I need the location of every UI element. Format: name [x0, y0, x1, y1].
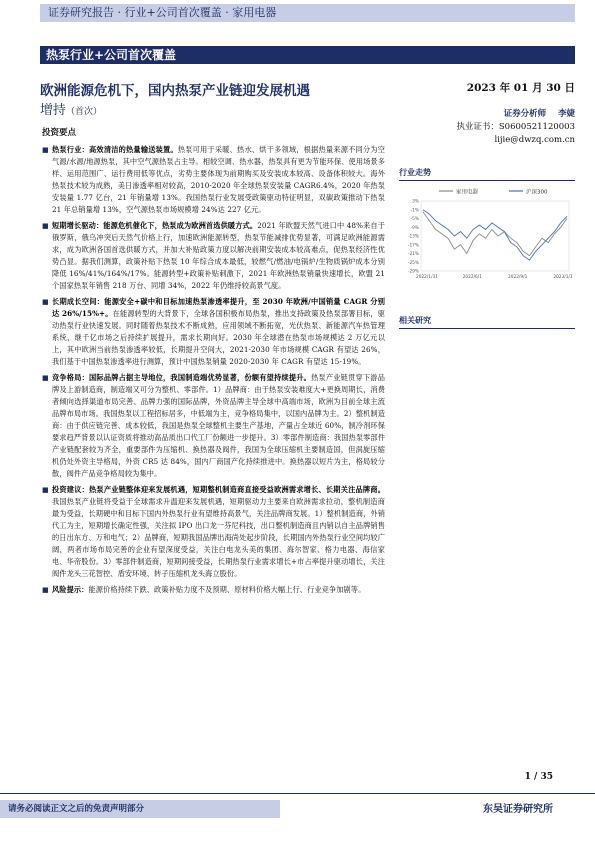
analyst-line: [399, 108, 575, 121]
y-tick-label: -1%: [410, 208, 419, 214]
page-number: 1 / 35: [524, 772, 553, 782]
rating-value: 增持: [40, 103, 67, 118]
y-tick-label: -25%: [407, 260, 419, 266]
point-body: 热泵产业链贯穿下游品牌及上游制造商，制造端又可分为整机、零部件。1）品牌商：由于热泵安装难度大+更换周期长，消费者倾向选择渠道布局完善、品牌力强的国际品牌，外资品牌主导全球中高端市场，欧洲为目前全球主流品牌布局市场。我国热泵以工程招标居多，中低端为主，竞争格局集中，以国内品牌为主。2）整机制造商：由于供应链完善、成本较低，我国是热泵全球整机主要生产基地，产量占全球近 60%，制冷剂环保要求趋严背景以认证资质将推动高品质出口代工厂份额进一步提升。3）零部件制造商：我国热泵零部件产业链配套较为齐全，重要部件为压缩机、换热器及阀件，我国为全球压缩机主要制造国，但涡旋压缩机仍处外资主导格局，外资 CR5 达 84%，国内厂商国产化持续推进中。换热器以短片为主，格局较分散，阀件产品竞争格局较为集中。: [52, 373, 385, 478]
y-tick-label: -9%: [410, 225, 419, 231]
point-lead: 投资建议：热泵产业链整体迎来发展机遇，短期整机制造商直接受益欧洲需求增长、长期关注品牌商。: [52, 485, 385, 494]
point-lead: 热泵行业：高效清洁的热量输送装置。: [52, 145, 178, 154]
series-line: [423, 212, 567, 256]
point-lead: 风险提示：: [52, 585, 89, 594]
rating: [40, 99, 102, 118]
investment-point: [42, 484, 385, 580]
investment-point: [42, 144, 385, 216]
investment-point: [42, 220, 385, 292]
point-lead: 短期增长驱动：能源危机催化下，热泵成为欧洲首选供暖方式。: [52, 221, 258, 230]
legend-label: 家用电器: [456, 189, 479, 196]
y-tick-label: -13%: [407, 234, 419, 240]
analyst-label: 证券分析师: [503, 109, 547, 119]
plot-frame: [421, 201, 569, 271]
series-line: [423, 210, 567, 260]
analyst-email[interactable]: lijie@dwzq.com.cn: [494, 135, 575, 145]
investment-point: [42, 584, 385, 596]
point-body: 2021 年欧盟天然气进口中 48%来自于俄罗斯，俄乌冲突后天然气价格上行，加速欧洲能源转型，热泵节能减排优势显著，可满足欧洲能源需求，成为欧洲各国首选供暖方式，并加大补贴政策力度以解决前期安装成本较高难点，促热泵经济性优势凸显。据我们测算，政策补贴下热泵 10 年综合成本最低，较燃气/燃油/电锅炉/生物质锅炉成本分别降低 16%/41%/164%/17%。能源转型+政策补贴刺激下，2021 年欧洲热泵销量快速增长，欧盟 21 个国家热泵年销售 218 万台、同增 34%，2022 年仍维持较高景气度。: [52, 221, 386, 290]
investment-point: [42, 372, 385, 480]
trend-chart-svg: [399, 185, 575, 285]
x-tick-label: 2022/6/1: [462, 275, 482, 280]
point-body: 我国热泵产业链将受益于全球需求升温迎来发展机遇，短期驱动力主要来自欧洲需求拉动，整机制造商最为受益，长期硬中和目标下国内外热泵行业有望维持高景气，关注品牌商发展。1）整机制造商，外销代工为主，短期增长确定性强，关注拟 IPO 出口龙一芬尼科技，出口整机制造商且内销以自主品牌销售的日出东方、万和电气；2）品牌商，短期我国品牌出海尚处起步阶段，长期国内外热泵行业空间均较广阔，两者市场布局完善的企业有望深度受益，关注白电龙头美的集团、海尔智家、格力电器、海信家电、华帝股份。3）零部件制造商，短期间接受益，长期热泵行业需求增长+市占率提升驱动增长，关注阀件龙头三花智控、盾安环境、转子压缩机龙头海立股份。: [52, 497, 385, 578]
y-tick-label: -17%: [407, 243, 419, 249]
x-tick-label: 2022/9/1: [508, 275, 528, 280]
point-lead: 长期成长空间：能源安全+碳中和目标加速热泵渗透率提升，至 2030 年欧洲/中国销量 CAGR 分别达 26%/15%+。: [52, 297, 385, 318]
y-tick-label: -29%: [407, 269, 419, 275]
analyst-license: 执业证书：S0600521120003: [456, 122, 575, 132]
report-date: 2023 年 01 月 30 日: [466, 82, 575, 94]
related-research-title: 相关研究: [399, 315, 575, 329]
point-body: 能源价格持续下跌、政策补贴力度不及预期、原材料价格大幅上行、行业竞争加剧等。: [88, 585, 366, 594]
firm-name: 东吴证券研究所: [483, 804, 553, 815]
point-body: 热泵可用于采暖、热水、烘干多领域，根据热量来源不同分为空气源/水源/地源热泵，其中空气源热泵占主导。相较空调、热水器，热泵具有更为节能环保、使用场景多样、运用范围广、运行费用低等优点，劣势主要体现为前期购买及安装成本较高、设备体积较大。海外热泵技术较为成熟，美日渗透率相对较高，2010-2020 年全球热泵安装量 CAGR6.4%，2020 年热泵安装量 1.77 亿台，21 年销量增 13%。我国热泵行业发展受政策驱动特征明显，双碳政策推动下热泵 21 年总销量增 13%，空气源热泵市场规模增 24%达 227 亿元。: [52, 145, 385, 214]
y-tick-label: -5%: [410, 217, 419, 222]
point-lead: 竞争格局：国际品牌占据主导地位，我国制造端优势显著，份额有望持续提升。: [52, 373, 312, 382]
x-tick-label: 2022/1/31: [415, 275, 439, 280]
report-title: 欧洲能源危机下，国内热泵产业链迎发展机遇: [40, 83, 310, 99]
y-tick-label: -21%: [407, 252, 419, 257]
points-list: [42, 144, 385, 596]
footer-divider: [0, 793, 595, 794]
rating-note: （首次）: [66, 107, 103, 117]
report-type-banner: 证券研究报告 · 行业+公司首次覆盖 · 家用电器: [40, 4, 575, 22]
point-body: 在能源转型的大背景下，全球各国积极布局热泵，推出支持政策及热泵部署目标，驱动热泵行业快速发展。同时随着热泵技术不断成熟，应用领域不断拓宽，光伏热泵、新能源汽车热管理系统，继千亿市场之后持续扩展提升，需求长期向好。2030 年全球潜在热泵市场规模达 2 万亿元以上，其中欧洲当前热泵渗透率较低，长期提升空间大，2021-2030 年市场规模 CAGR 有望达 26%，我们基于中国热泵渗透率进行测算，预计中国热泵销量 2020-2030 年 CAGR 有望达 15-19%。: [52, 309, 385, 366]
sidebar: [399, 108, 575, 329]
legend-label: 沪深300: [526, 189, 548, 196]
disclaimer-banner: 请务必阅读正文之后的免责声明部分: [0, 800, 280, 818]
investment-point: [42, 296, 385, 368]
industry-coverage-banner: 热泵行业+公司首次覆盖: [40, 46, 575, 64]
x-tick-label: 2023/1/1: [553, 275, 573, 280]
analyst-name: 李婕: [557, 109, 575, 119]
trend-title: 行业走势: [399, 167, 575, 181]
investment-points-section: [42, 126, 385, 600]
section-title: 投资要点: [42, 128, 77, 138]
y-tick-label: 3%: [412, 199, 419, 205]
trend-chart: [399, 185, 575, 285]
